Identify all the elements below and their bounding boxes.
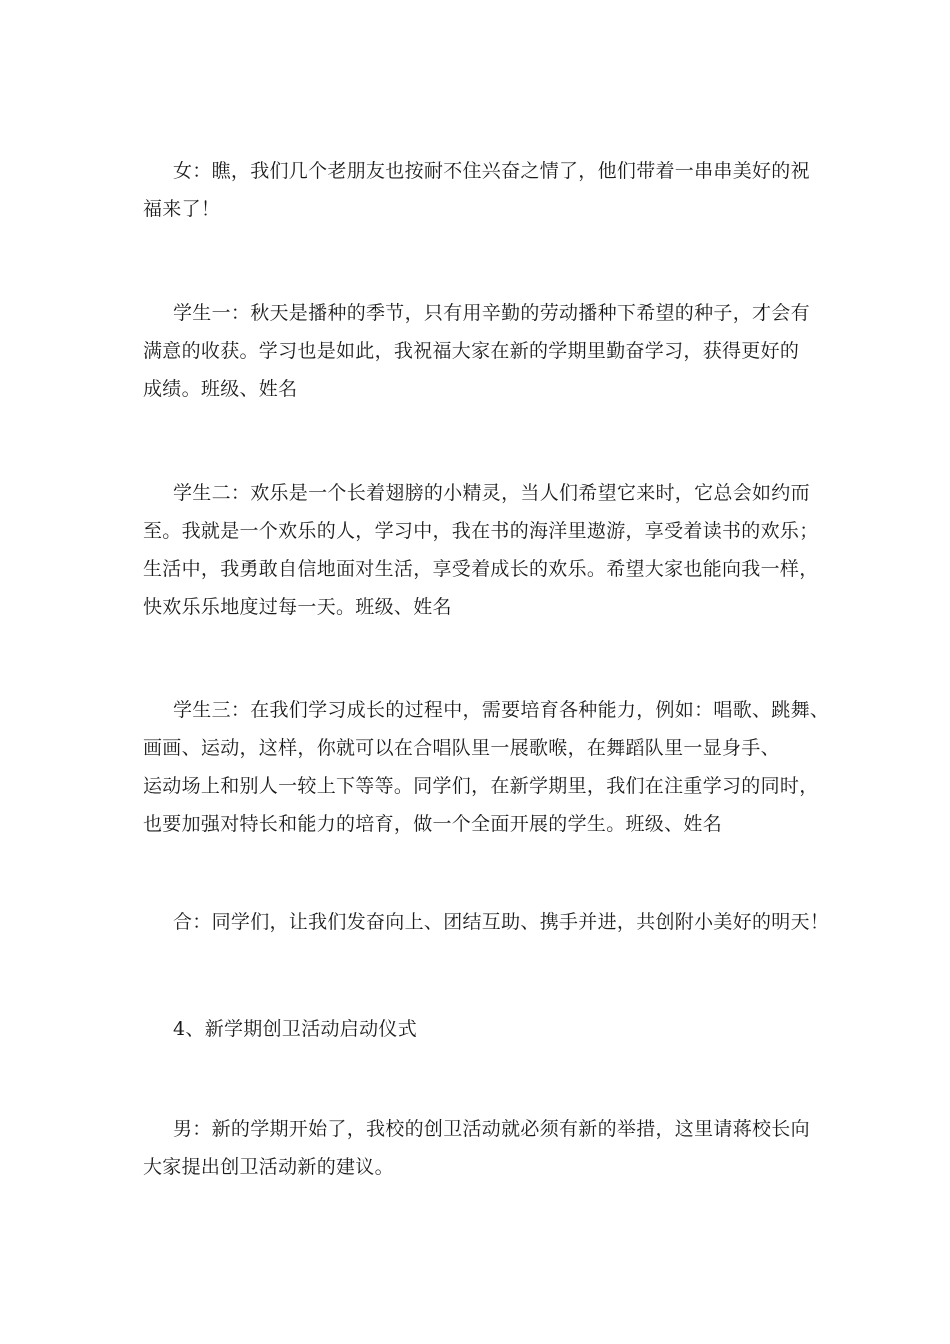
paragraph-chorus xyxy=(143,903,830,941)
text-line: 成绩。班级、姓名 xyxy=(143,378,298,400)
text-line: 女：瞧，我们几个老朋友也按耐不住兴奋之情了，他们带着一串串美好的祝 xyxy=(173,160,810,182)
paragraph-female-host xyxy=(143,152,815,228)
text-line: 满意的收获。学习也是如此，我祝福大家在新的学期里勤奋学习，获得更好的 xyxy=(143,340,800,362)
text-line: 男：新的学期开始了，我校的创卫活动就必须有新的举措，这里请蒋校长向 xyxy=(173,1118,810,1140)
paragraph-student-three xyxy=(143,691,830,843)
paragraph-student-two xyxy=(143,474,819,626)
paragraph-student-one xyxy=(143,294,815,408)
text-line: 也要加强对特长和能力的培育，做一个全面开展的学生。班级、姓名 xyxy=(143,813,723,835)
text-line: 大家提出创卫活动新的建议。 xyxy=(143,1156,394,1178)
text-line: 生活中，我勇敢自信地面对生活，享受着成长的欢乐。希望大家也能向我一样， xyxy=(143,558,819,580)
text-line: 画画、运动，这样，你就可以在合唱队里一展歌喉，在舞蹈队里一显身手、 xyxy=(143,737,780,759)
text-line: 快欢乐乐地度过每一天。班级、姓名 xyxy=(143,596,452,618)
text-line: 运动场上和别人一较上下等等。同学们，在新学期里，我们在注重学习的同时， xyxy=(143,775,819,797)
text-line: 福来了！ xyxy=(143,198,221,220)
text-line: 学生一：秋天是播种的季节，只有用辛勤的劳动播种下希望的种子，才会有 xyxy=(173,302,810,324)
text-line: 4、新学期创卫活动启动仪式 xyxy=(173,1018,417,1040)
text-line: 合：同学们，让我们发奋向上、团结互助、携手并进，共创附小美好的明天！ xyxy=(173,911,830,933)
section-heading xyxy=(143,1010,815,1048)
text-line: 至。我就是一个欢乐的人，学习中，我在书的海洋里遨游，享受着读书的欢乐； xyxy=(143,520,819,542)
paragraph-male-host xyxy=(143,1110,815,1186)
text-line: 学生三：在我们学习成长的过程中，需要培育各种能力，例如：唱歌、跳舞、 xyxy=(173,699,830,721)
text-line: 学生二：欢乐是一个长着翅膀的小精灵，当人们希望它来时，它总会如约而 xyxy=(173,482,810,504)
